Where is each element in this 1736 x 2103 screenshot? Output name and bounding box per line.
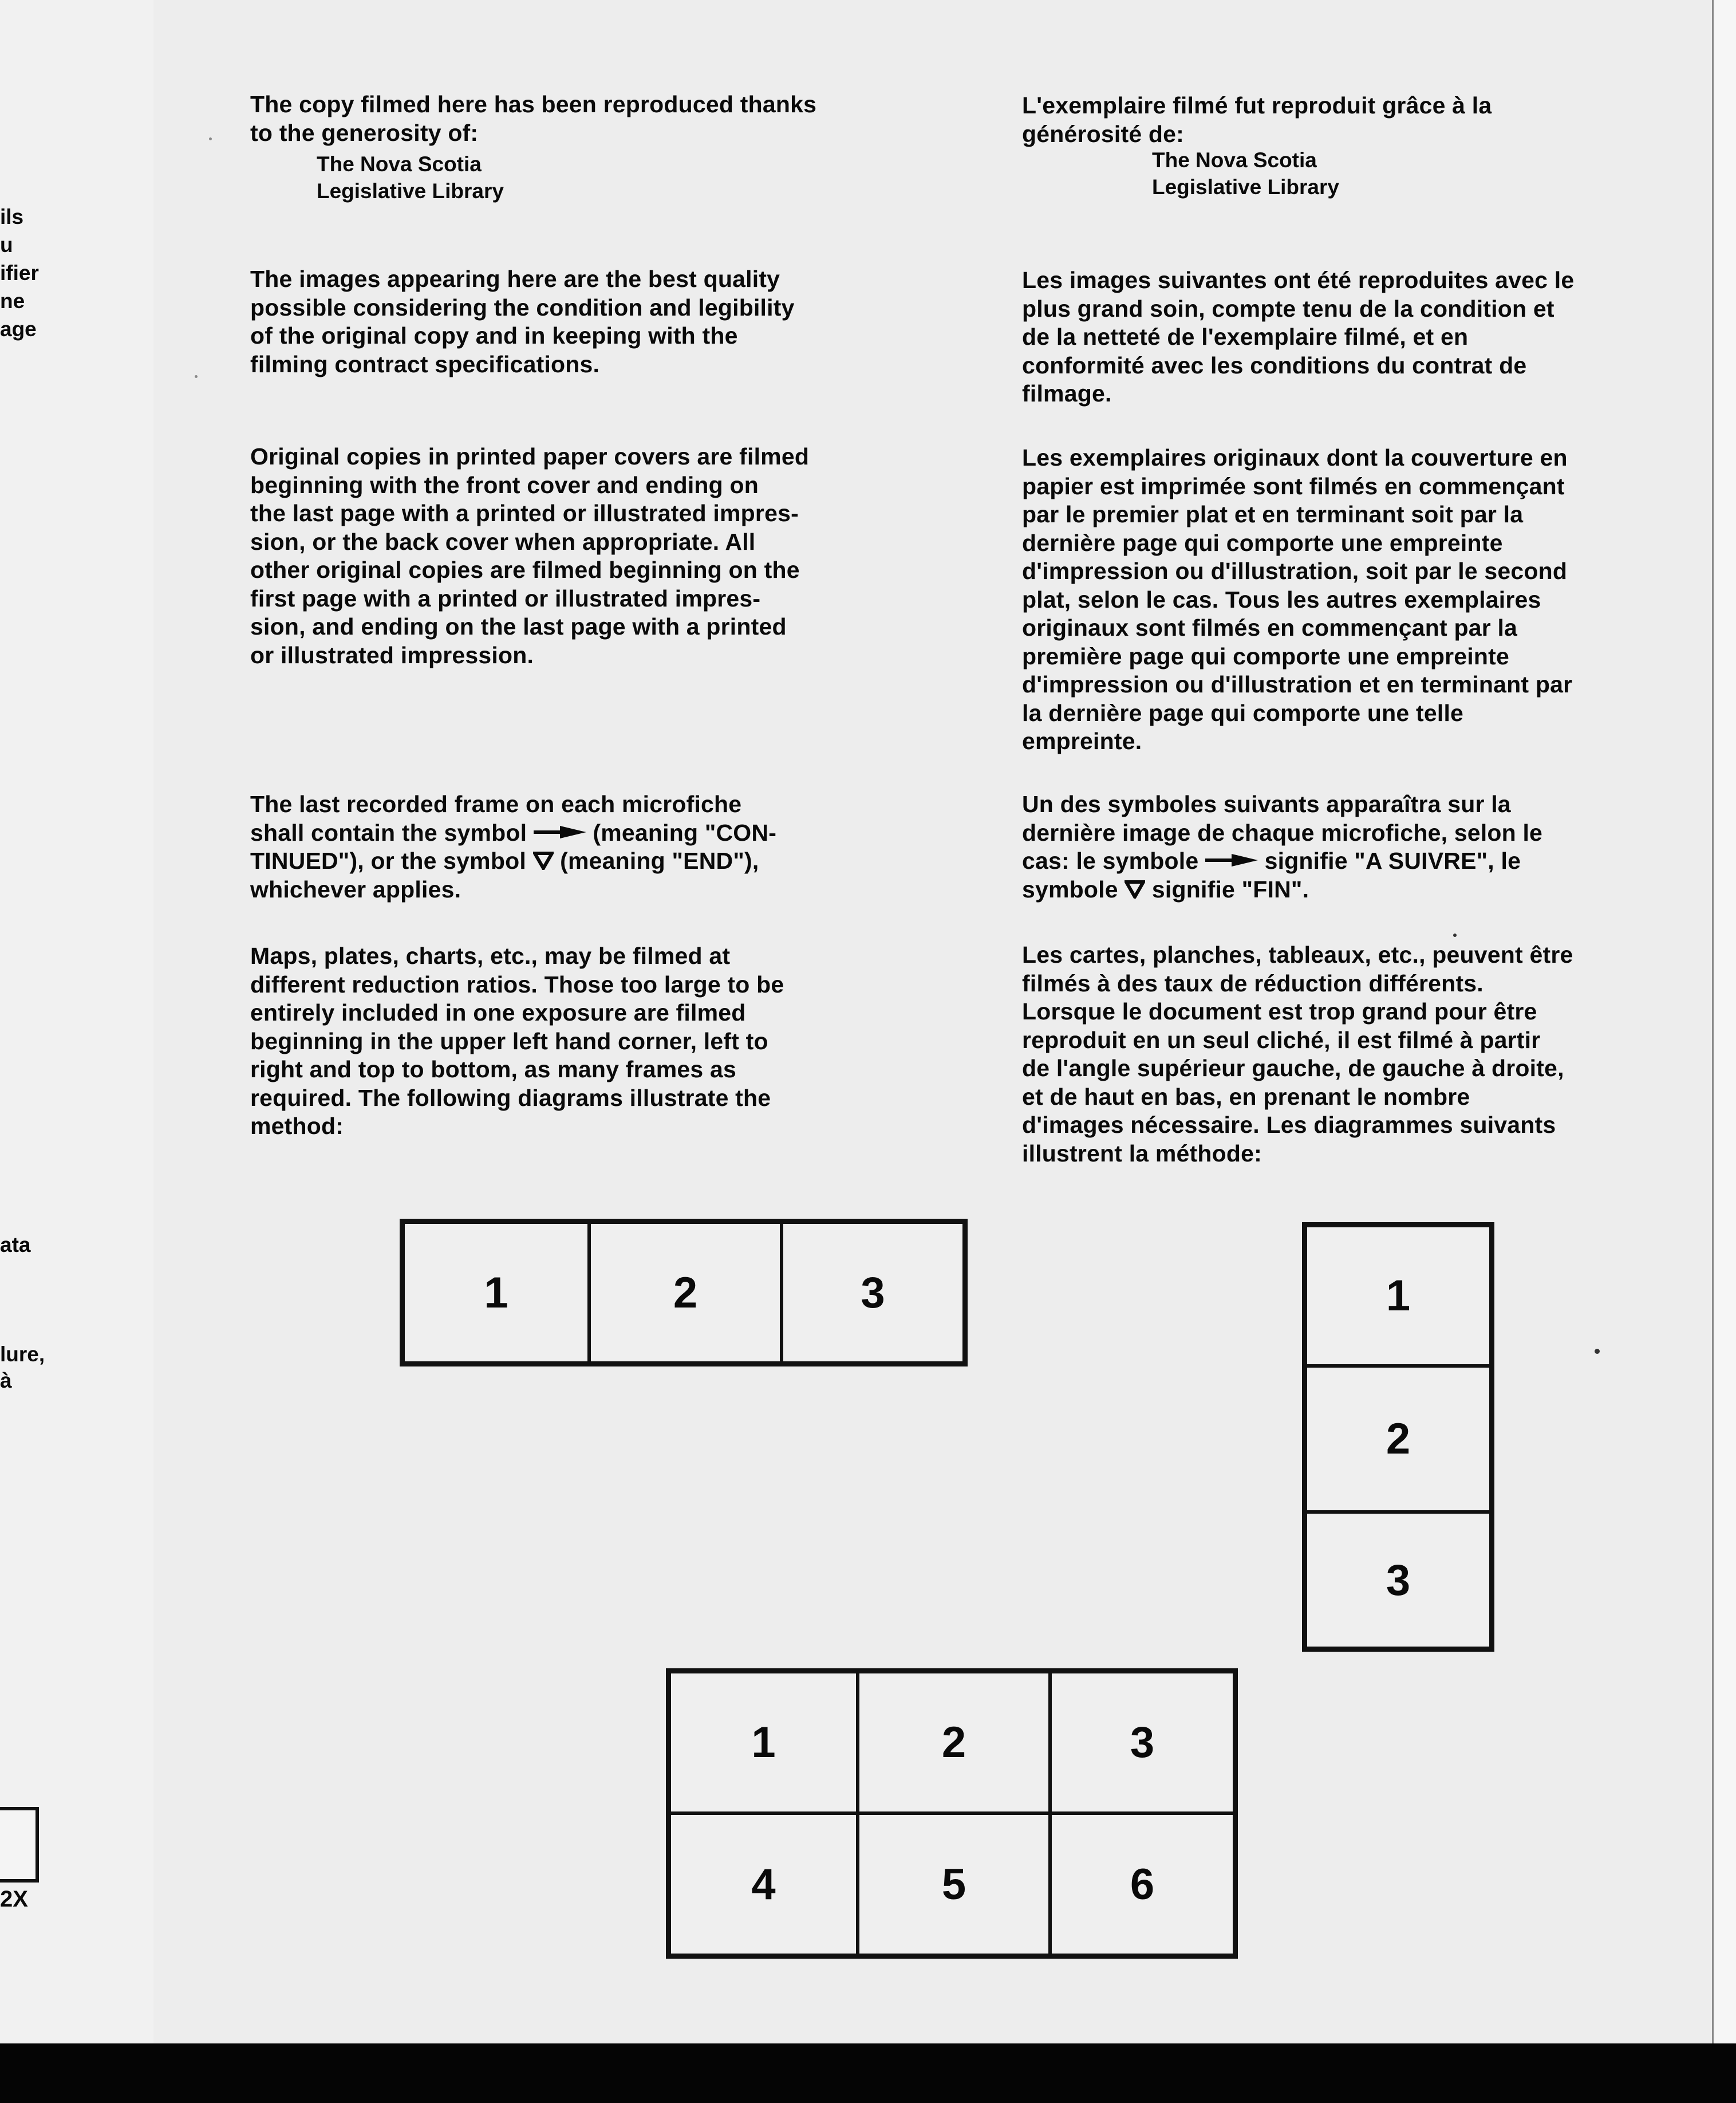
down-triangle-icon <box>533 852 554 870</box>
diagram-vertical-frames <box>1302 1222 1494 1652</box>
fr-credit-intro: L'exemplaire filmé fut reproduit grâce à la générosité de: <box>1022 92 1492 147</box>
en-symbols-line: whichever applies. <box>250 876 461 903</box>
fr-symbols-paragraph <box>1022 790 1542 904</box>
adjacent-page-strip <box>0 0 155 2043</box>
en-institution: The Nova Scotia Legislative Library <box>317 152 504 203</box>
frame-cell: 1 <box>403 1222 589 1363</box>
frame-cell: 1 <box>1305 1226 1491 1366</box>
en-quality-paragraph: The images appearing here are the best quality possible considering the condition and legibility of the original copy and in keeping with the filming contract specifications. <box>250 266 795 377</box>
fr-symbols-line: cas: le symbole <box>1022 848 1205 874</box>
fr-symbols-line: Un des symboles suivants apparaîtra sur la <box>1022 791 1511 817</box>
en-symbols-line: The last recorded frame on each microfiche <box>250 791 742 817</box>
strip-fragment: age <box>0 317 37 341</box>
scan-speck <box>1453 934 1457 937</box>
strip-fragment: ifier <box>0 261 39 285</box>
down-triangle-icon <box>1125 880 1145 899</box>
frame-cell: 6 <box>1050 1813 1234 1955</box>
right-arrow-icon <box>534 826 586 838</box>
en-credit-intro: The copy filmed here has been reproduced thanks to the generosity of: <box>250 91 817 146</box>
frame-cell: 2 <box>1305 1366 1491 1512</box>
en-maps-paragraph: Maps, plates, charts, etc., may be filmed at different reduction ratios. Those too large to be entirely included in one exposure are filmed beginning in the upper left hand corner, left to right and top to bottom, as many frames as required. The following diagrams illustrate the method: <box>250 943 784 1139</box>
en-symbols-line: (meaning "CON- <box>586 819 777 846</box>
strip-fragment: ne <box>0 289 25 313</box>
strip-fragment: ata <box>0 1233 31 1257</box>
diagram-grid-frames <box>666 1668 1238 1959</box>
fr-symbols-line: symbole <box>1022 876 1125 903</box>
frame-cell: 2 <box>589 1222 782 1363</box>
scan-speck <box>209 137 212 140</box>
fr-quality-paragraph: Les images suivantes ont été reproduites avec le plus grand soin, compte tenu de la condition et de la netteté de l'exemplaire filmé, et en conformité avec les conditions du contrat de filmage. <box>1022 267 1575 407</box>
en-covers-paragraph: Original copies in printed paper covers are filmed beginning with the front cover and ending on the last page with a printed or illustrated impres- sion, or the back cover when appropriate. All other original copies are filmed beginning on the first page with a printed or illustrated impres- sion, and ending on the last page with a printed or illustrated impression. <box>250 443 810 668</box>
en-symbols-line: TINUED"), or the symbol <box>250 848 533 874</box>
en-symbols-paragraph <box>250 790 776 904</box>
right-arrow-icon <box>1205 854 1258 867</box>
frame-cell: 3 <box>782 1222 964 1363</box>
strip-fragment: à <box>0 1369 12 1392</box>
frame-cell: 3 <box>1305 1512 1491 1648</box>
frame-cell: 3 <box>1050 1672 1234 1813</box>
fr-maps-paragraph: Les cartes, planches, tableaux, etc., peuvent être filmés à des taux de réduction différents. Lorsque le document est trop grand pour être reproduit en un seul cliché, il est filmé à partir de l'angle supérieur gauche, de gauche à droite, et de haut en bas, en prenant le nombre d'images nécessaire. Les diagrammes suivants illustrent la méthode: <box>1022 942 1573 1167</box>
strip-fragment: lure, <box>0 1342 45 1366</box>
fr-covers-paragraph: Les exemplaires originaux dont la couverture en papier est imprimée sont filmés en commençant par le premier plat et en terminant soit par la dernière page qui comporte une empreinte d'impression ou d'illustration, soit par le second plat, selon le cas. Tous les autres exemplaires originaux sont filmés en commençant par la première page qui comporte une empreinte d'impression ou d'illustration et en terminant par la dernière page qui comporte une telle empreinte. <box>1022 444 1573 754</box>
scan-speck <box>1595 1349 1600 1354</box>
fr-symbols-line: signifie "A SUIVRE", le <box>1257 848 1521 874</box>
strip-fragment: ils <box>0 205 24 229</box>
film-border <box>0 2043 1736 2103</box>
frame-cell: 2 <box>858 1672 1050 1813</box>
strip-fragment: u <box>0 233 13 257</box>
strip-fragment: 2X <box>0 1887 28 1912</box>
fr-institution: The Nova Scotia Legislative Library <box>1152 148 1339 199</box>
frame-cell: 1 <box>669 1672 858 1813</box>
en-symbols-line: (meaning "END"), <box>553 848 759 874</box>
fr-symbols-line: dernière image de chaque microfiche, selon le <box>1022 819 1543 846</box>
frame-cell: 4 <box>669 1813 858 1955</box>
strip-frame-box <box>0 1807 39 1883</box>
en-symbols-line: shall contain the symbol <box>250 819 534 846</box>
page-edge <box>1714 0 1736 2043</box>
frame-cell: 5 <box>858 1813 1050 1955</box>
scan-speck <box>195 375 198 378</box>
diagram-horizontal-frames <box>400 1219 968 1366</box>
fr-symbols-line: signifie "FIN". <box>1145 876 1309 903</box>
